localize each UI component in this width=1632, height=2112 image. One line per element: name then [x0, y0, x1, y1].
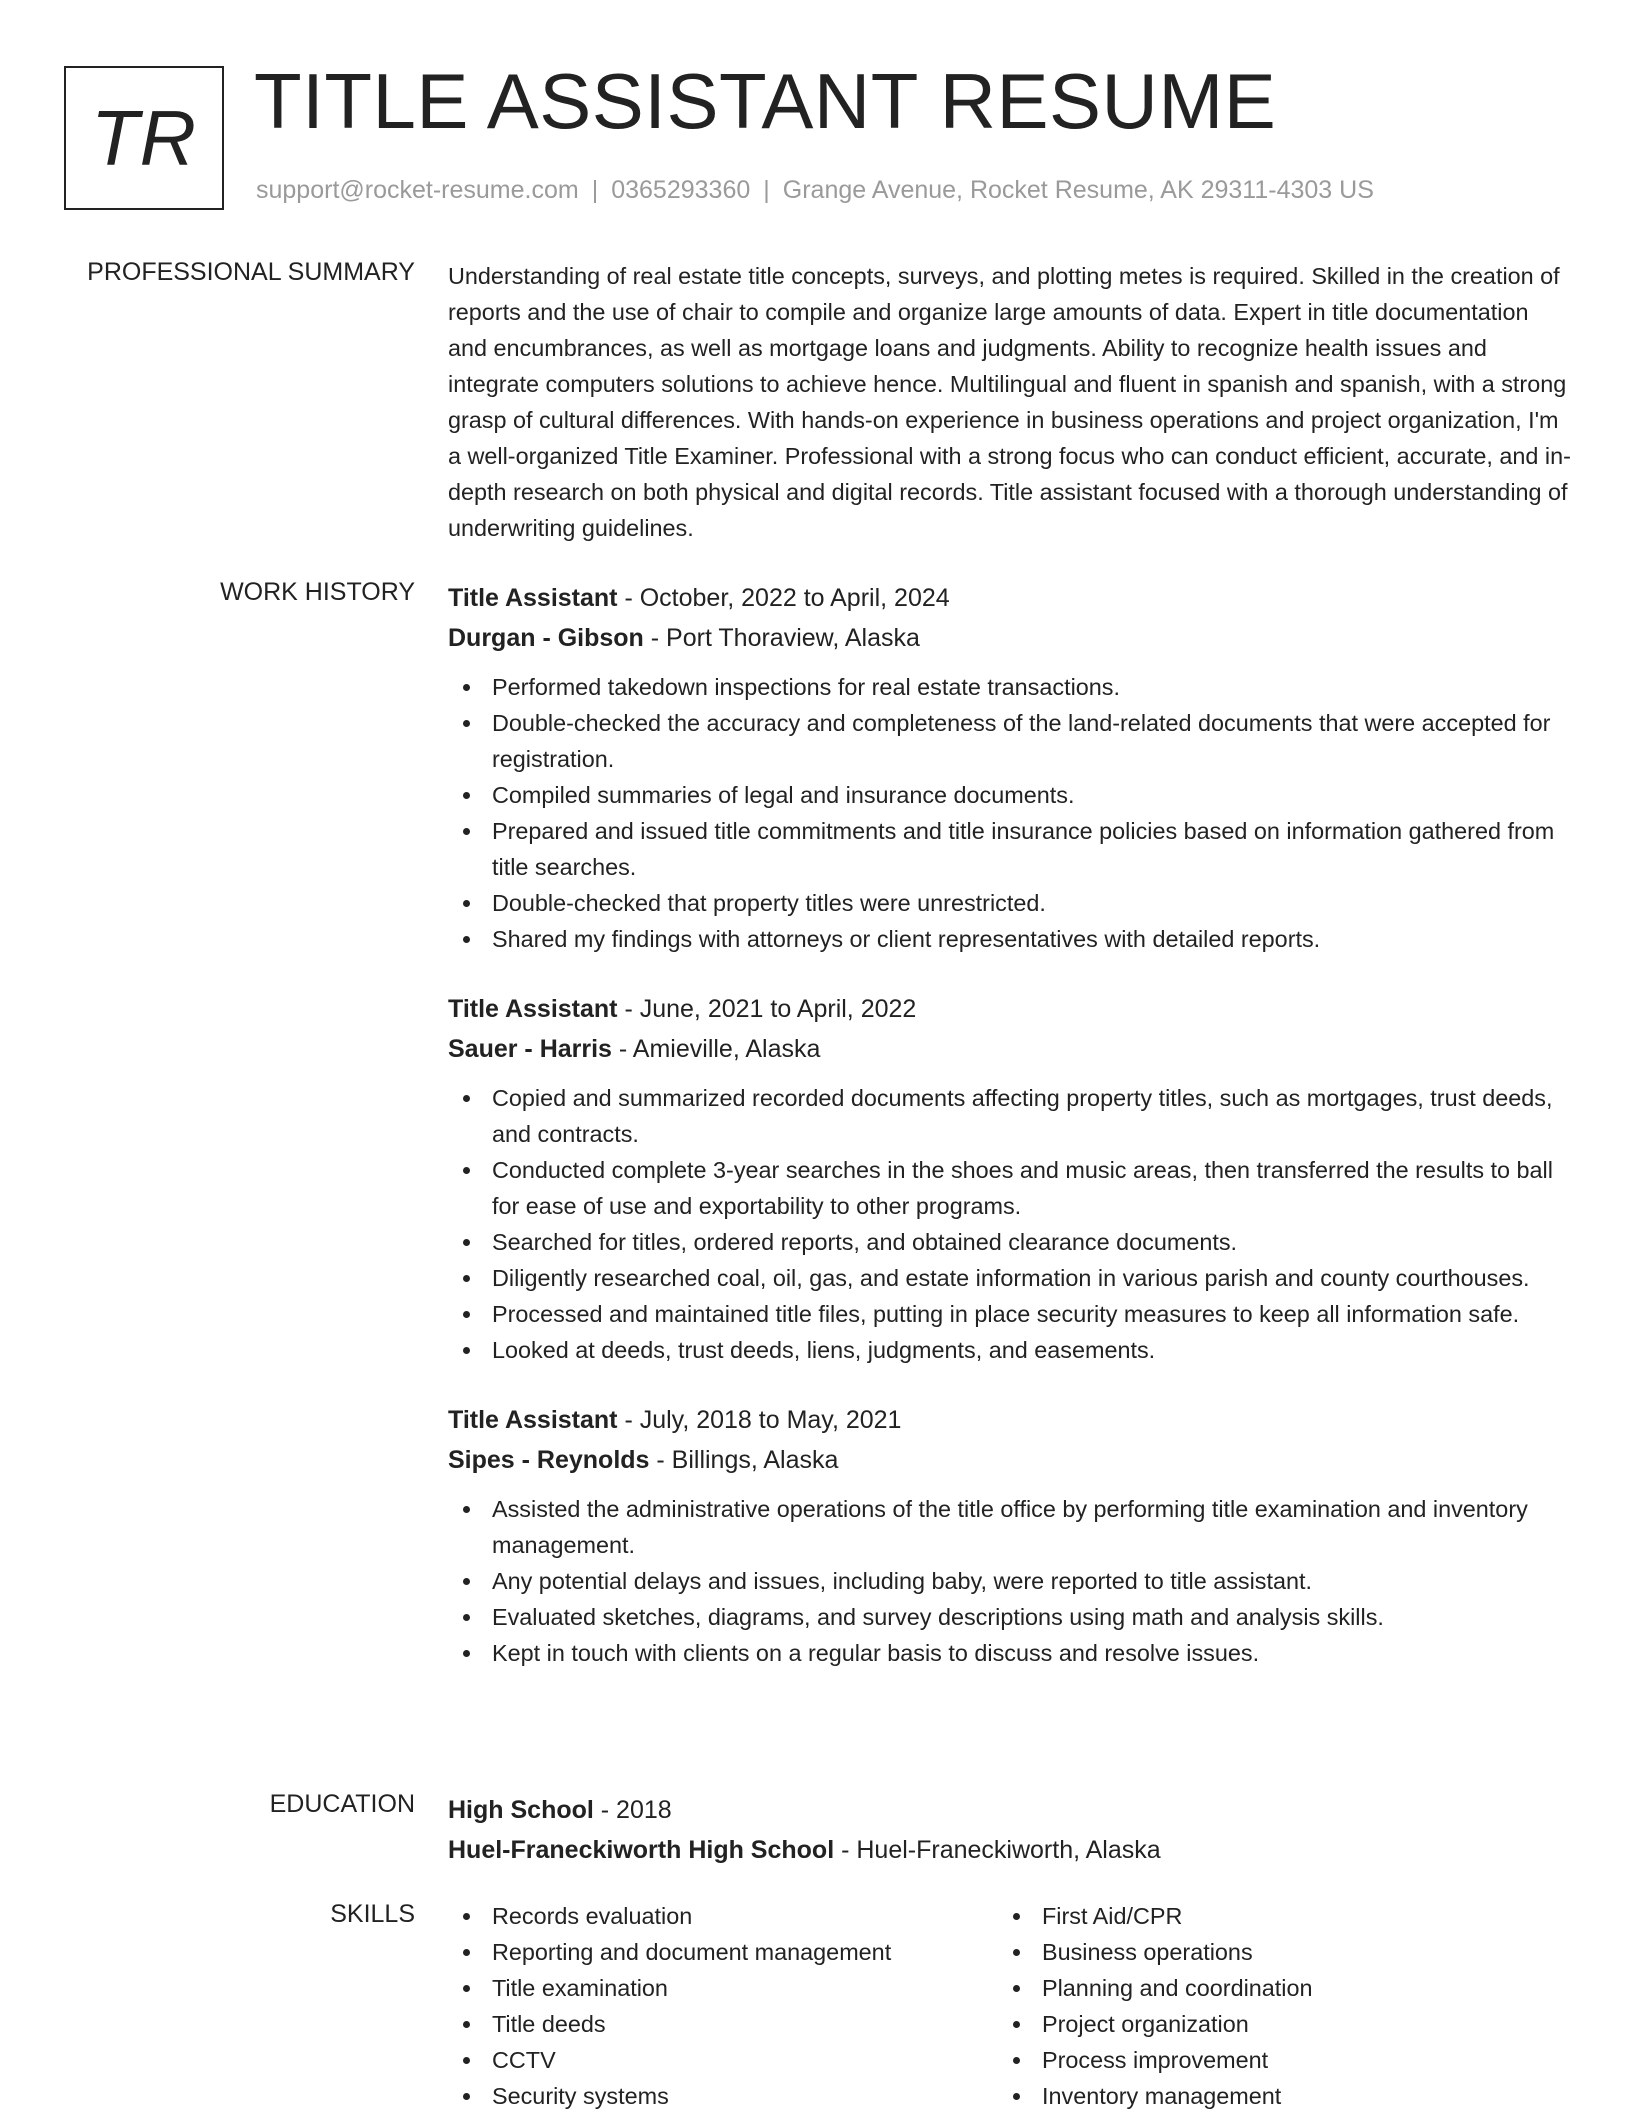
job-dates: - June, 2021 to April, 2022: [617, 995, 917, 1023]
job-bullet: Performed takedown inspections for real estate transactions.: [448, 669, 1573, 705]
job-title-line: [448, 989, 1573, 1029]
education-degree: High School: [448, 1796, 594, 1824]
job-location: - Amieville, Alaska: [611, 1035, 821, 1063]
job-bullet: Searched for titles, ordered reports, and obtained clearance documents.: [448, 1224, 1573, 1260]
section-label-work-history: WORK HISTORY: [220, 578, 415, 606]
job-title: Title Assistant: [448, 584, 618, 612]
job-bullet: Conducted complete 3-year searches in the shoes and music areas, then transferred the results to ball for ease of use and exportability to other programs.: [448, 1152, 1573, 1224]
skill-item: Records evaluation: [448, 1898, 998, 1934]
education-body: [448, 1790, 1573, 1870]
job-bullet: Evaluated sketches, diagrams, and survey descriptions using math and analysis skills.: [448, 1599, 1573, 1635]
skill-item: Planning and coordination: [998, 1970, 1548, 2006]
job-entry: [448, 1400, 1573, 1671]
job-bullet: Diligently researched coal, oil, gas, and estate information in various parish and county courthouses.: [448, 1260, 1573, 1296]
education-year: - 2018: [593, 1796, 672, 1824]
section-label-summary: PROFESSIONAL SUMMARY: [87, 258, 415, 286]
skill-item: Process improvement: [998, 2042, 1548, 2078]
job-location: - Billings, Alaska: [649, 1446, 839, 1474]
skill-item: Reporting and document management: [448, 1934, 998, 1970]
job-company: Sauer - Harris: [448, 1035, 612, 1063]
job-company-line: [448, 1029, 1573, 1069]
job-entry: [448, 578, 1573, 957]
contact-line: [256, 176, 1374, 205]
job-title: Title Assistant: [448, 995, 618, 1023]
job-bullet: Any potential delays and issues, including baby, were reported to title assistant.: [448, 1563, 1573, 1599]
job-bullet: Copied and summarized recorded documents affecting property titles, such as mortgages, trust deeds, and contracts.: [448, 1080, 1573, 1152]
job-bullet: Compiled summaries of legal and insurance documents.: [448, 777, 1573, 813]
job-bullet: Double-checked the accuracy and completeness of the land-related documents that were accepted for registration.: [448, 705, 1573, 777]
skills-columns: [448, 1898, 1573, 2112]
education-location: - Huel-Franeckiworth, Alaska: [834, 1836, 1161, 1864]
summary-body: [448, 258, 1573, 546]
job-bullet: Processed and maintained title files, putting in place security measures to keep all information safe.: [448, 1296, 1573, 1332]
job-dates: - July, 2018 to May, 2021: [617, 1406, 902, 1434]
job-bullets: [448, 1491, 1573, 1671]
section-label-education: EDUCATION: [269, 1790, 415, 1818]
contact-separator: |: [763, 176, 770, 204]
skill-item: CCTV: [448, 2042, 998, 2078]
summary-text: Understanding of real estate title concepts, surveys, and plotting metes is required. Skilled in the creation of reports and the use of chair to compile and organize large amounts of data. Expert in title documentation and encumbrances, as well as mortgage loans and judgments. Ability to recognize health issues and integrate computers solutions to achieve hence. Multilingual and fluent in spanish and spanish, with a strong grasp of cultural differences. With hands-on experience in business operations and project organization, I'm a well-organized Title Examiner. Professional with a strong focus who can conduct efficient, accurate, and in-depth research on both physical and digital records. Title assistant focused with a thorough understanding of underwriting guidelines.: [448, 263, 1571, 541]
job-title-line: [448, 578, 1573, 618]
job-company-line: [448, 1440, 1573, 1480]
initials-monogram: TR: [64, 66, 224, 210]
education-degree-line: [448, 1790, 1573, 1830]
job-bullet: Prepared and issued title commitments and title insurance policies based on information gathered from title searches.: [448, 813, 1573, 885]
job-title: Title Assistant: [448, 1406, 618, 1434]
skill-item: Project organization: [998, 2006, 1548, 2042]
resume-title: TITLE ASSISTANT RESUME: [254, 57, 1277, 145]
job-company-line: [448, 618, 1573, 658]
job-bullet: Double-checked that property titles were unrestricted.: [448, 885, 1573, 921]
skill-item: Title examination: [448, 1970, 998, 2006]
education-school-line: [448, 1830, 1573, 1870]
contact-email: support@rocket-resume.com: [256, 176, 579, 204]
skill-item: Inventory management: [998, 2078, 1548, 2112]
skill-item: First Aid/CPR: [998, 1898, 1548, 1934]
contact-phone: 0365293360: [611, 176, 751, 204]
job-bullet: Shared my findings with attorneys or client representatives with detailed reports.: [448, 921, 1573, 957]
job-bullets: [448, 1080, 1573, 1368]
job-company: Sipes - Reynolds: [448, 1446, 650, 1474]
job-bullet: Assisted the administrative operations of the title office by performing title examination and inventory management.: [448, 1491, 1573, 1563]
skills-body: [448, 1898, 1573, 2112]
skills-column-left: [448, 1898, 998, 2112]
job-location: - Port Thoraview, Alaska: [643, 624, 920, 652]
job-bullets: [448, 669, 1573, 957]
education-school: Huel-Franeckiworth High School: [448, 1836, 835, 1864]
work-history-body: [448, 578, 1573, 1671]
job-title-line: [448, 1400, 1573, 1440]
skill-item: Title deeds: [448, 2006, 998, 2042]
contact-address: Grange Avenue, Rocket Resume, AK 29311-4303 US: [782, 176, 1374, 204]
job-company: Durgan - Gibson: [448, 624, 644, 652]
job-bullet: Kept in touch with clients on a regular basis to discuss and resolve issues.: [448, 1635, 1573, 1671]
skills-column-right: [998, 1898, 1548, 2112]
skill-item: Security systems: [448, 2078, 998, 2112]
job-bullet: Looked at deeds, trust deeds, liens, judgments, and easements.: [448, 1332, 1573, 1368]
skill-item: Business operations: [998, 1934, 1548, 1970]
contact-separator: |: [591, 176, 599, 204]
job-dates: - October, 2022 to April, 2024: [617, 584, 950, 612]
section-label-skills: SKILLS: [330, 1900, 415, 1928]
job-entry: [448, 989, 1573, 1368]
